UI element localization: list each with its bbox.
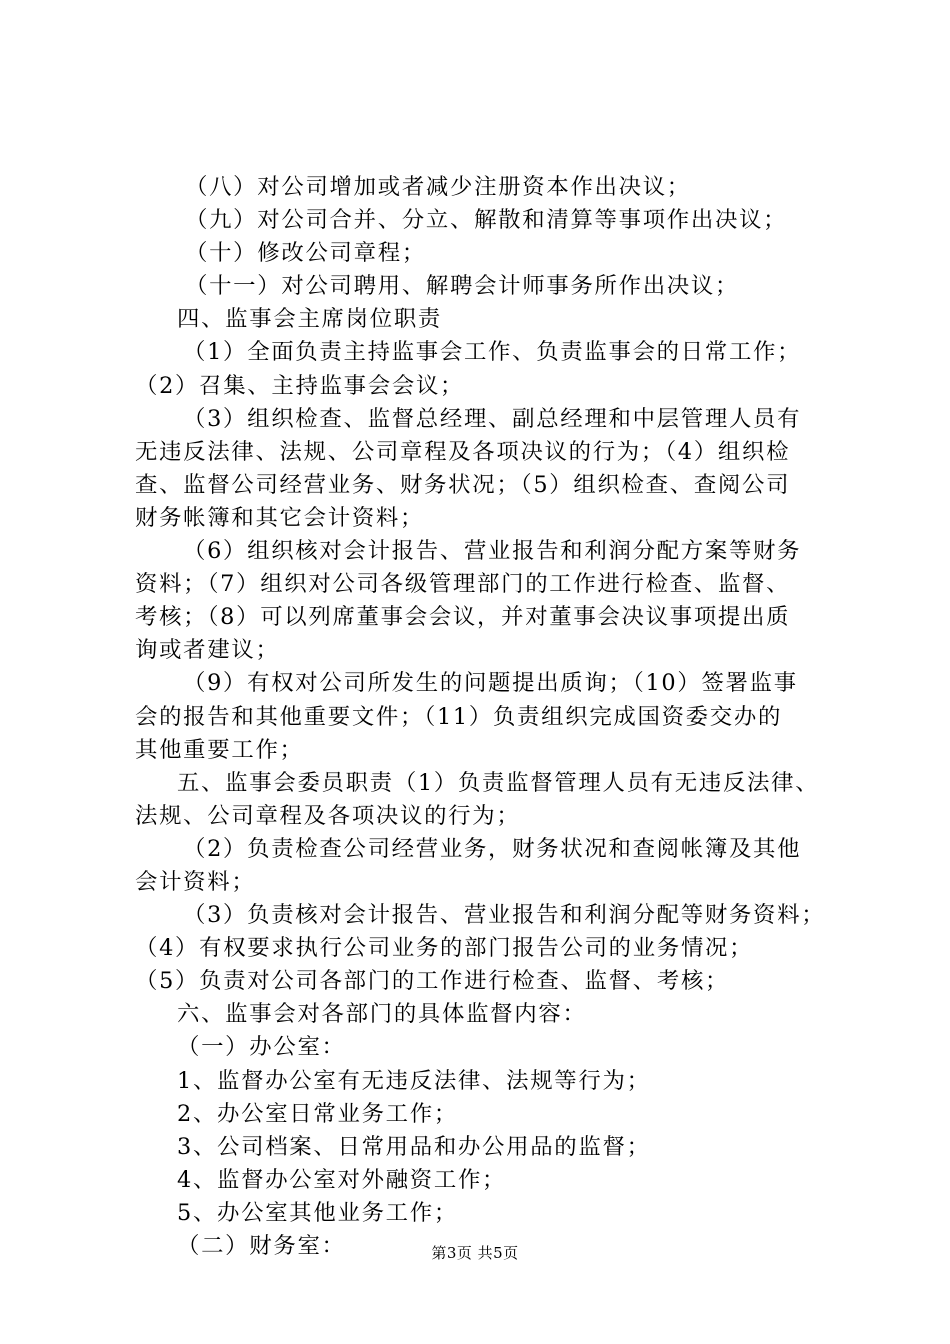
paragraph-line: （十）修改公司章程；	[185, 240, 426, 267]
paragraph-line: 会的报告和其他重要文件；（11）负责组织完成国资委交办的	[135, 703, 783, 730]
paragraph-line: （1）全面负责主持监事会工作、负责监事会的日常工作；	[183, 339, 802, 366]
section-heading: 五、监事会委员职责（1）负责监督管理人员有无违反法律、	[177, 769, 820, 796]
paragraph-line: （2）召集、主持监事会会议；	[135, 372, 465, 399]
paragraph-line: （9）有权对公司所发生的问题提出质询；（10）签署监事	[183, 670, 798, 697]
list-item: 3、公司档案、日常用品和办公用品的监督；	[177, 1133, 651, 1160]
paragraph-line: （5）负责对公司各部门的工作进行检查、监督、考核；	[135, 968, 730, 995]
subsection-heading: （一）办公室：	[177, 1034, 346, 1061]
paragraph-line: （2）负责检查公司经营业务，财务状况和查阅帐簿及其他	[183, 835, 802, 862]
paragraph-line: （3）组织检查、监督总经理、副总经理和中层管理人员有	[183, 405, 802, 432]
paragraph-line: （6）组织核对会计报告、营业报告和利润分配方案等财务	[183, 538, 802, 565]
paragraph-line: （九）对公司合并、分立、解散和清算等事项作出决议；	[185, 207, 788, 234]
paragraph-line: （4）有权要求执行公司业务的部门报告公司的业务情况；	[135, 935, 754, 962]
page-footer	[0, 1242, 950, 1263]
paragraph-line: 询或者建议；	[135, 637, 280, 664]
paragraph-line: （3）负责核对会计报告、营业报告和利润分配等财务资料；	[183, 902, 826, 929]
list-item: 2、办公室日常业务工作；	[177, 1100, 458, 1127]
paragraph-line: 财务帐簿和其它会计资料；	[135, 504, 425, 531]
paragraph-line: 资料；（7）组织对公司各级管理部门的工作进行检查、监督、	[135, 571, 791, 598]
paragraph-line: 查、监督公司经营业务、财务状况；（5）组织检查、查阅公司	[135, 471, 791, 498]
paragraph-line: 其他重要工作；	[135, 736, 304, 763]
list-item: 5、办公室其他业务工作；	[177, 1199, 458, 1226]
list-item: 4、监督办公室对外融资工作；	[177, 1166, 507, 1193]
document-body	[135, 171, 835, 1263]
list-item: 1、监督办公室有无违反法律、法规等行为；	[177, 1067, 651, 1094]
subsection-heading: （二）财务室：	[177, 1233, 346, 1259]
paragraph-line: 考核；（8）可以列席董事会会议，并对董事会决议事项提出质	[135, 604, 791, 631]
paragraph-line: （八）对公司增加或者减少注册资本作出决议；	[185, 174, 691, 200]
page-number-label: 第3页 共5页	[431, 1244, 519, 1262]
paragraph-line: （十一）对公司聘用、解聘会计师事务所作出决议；	[185, 273, 740, 300]
section-heading: 四、监事会主席岗位职责	[177, 306, 442, 333]
paragraph-line: 会计资料；	[135, 868, 256, 895]
paragraph-line: 无违反法律、法规、公司章程及各项决议的行为；（4）组织检	[135, 438, 791, 465]
section-heading: 六、监事会对各部门的具体监督内容：	[177, 1001, 587, 1028]
paragraph-line: 法规、公司章程及各项决议的行为；	[135, 802, 521, 829]
